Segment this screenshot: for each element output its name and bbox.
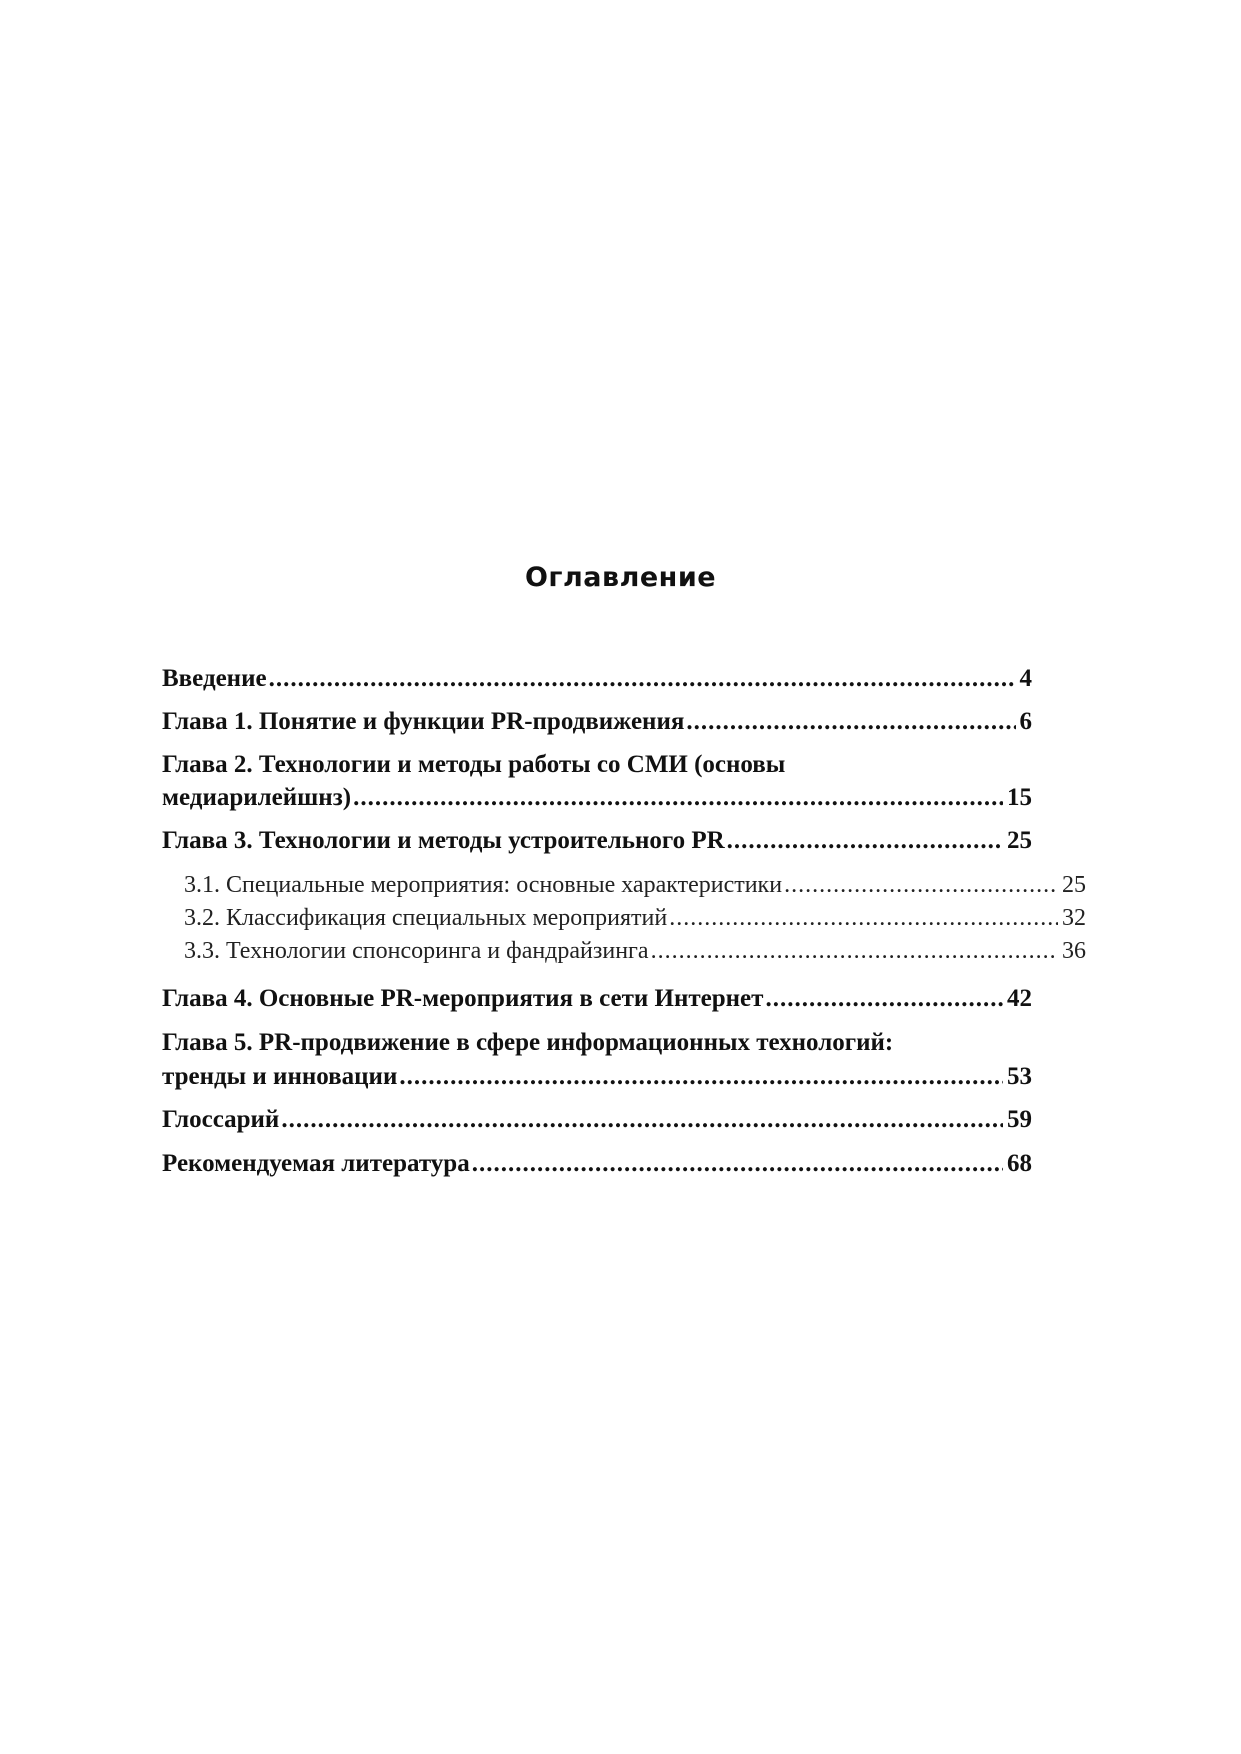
dot-leader	[765, 985, 1003, 1013]
toc-entry-chapter-4[interactable]	[162, 985, 1032, 1013]
toc-entry-page: 68	[1007, 1150, 1032, 1177]
toc-entry-page: 25	[1062, 872, 1086, 898]
toc-entry-page: 59	[1007, 1106, 1032, 1133]
toc-entry-page: 25	[1007, 827, 1032, 854]
toc-entry-label: медиарилейшнз)	[162, 784, 352, 811]
toc-entry-section-3-2[interactable]	[184, 905, 1086, 932]
toc-entry-chapter-2[interactable]	[162, 784, 1032, 812]
toc-entry-label: Глава 4. Основные PR-мероприятия в сети Интернет	[162, 985, 764, 1012]
page-title: Оглавление	[524, 562, 717, 593]
toc-entry-page: 4	[1019, 665, 1032, 692]
toc-entry-chapter-5-line1[interactable]: Глава 5. PR-продвижение в сфере информационных технологий:	[162, 1029, 894, 1056]
toc-entry-page: 42	[1007, 985, 1032, 1012]
dot-leader	[727, 827, 1003, 855]
toc-entry-label: 3.1. Специальные мероприятия: основные характеристики	[184, 872, 783, 898]
toc-entry-label: Глава 1. Понятие и функции PR-продвижения	[162, 708, 685, 735]
toc-entry-label: Рекомендуемая литература	[162, 1150, 470, 1177]
toc-entry-label: тренды и инновации	[162, 1063, 398, 1090]
dot-leader	[784, 872, 1058, 899]
dot-leader	[269, 665, 1016, 693]
dot-leader	[472, 1150, 1003, 1178]
toc-entry-page: 36	[1062, 938, 1086, 964]
toc-entry-chapter-3[interactable]	[162, 827, 1032, 855]
dot-leader	[353, 784, 1003, 812]
toc-entry-section-3-3[interactable]	[184, 938, 1086, 965]
dot-leader	[399, 1063, 1003, 1091]
toc-entry-label: 3.3. Технологии спонсоринга и фандрайзинга	[184, 938, 649, 964]
dot-leader	[686, 708, 1015, 736]
toc-entry-recommended-literature[interactable]	[162, 1150, 1032, 1178]
toc-entry-page: 15	[1007, 784, 1032, 811]
toc-entry-introduction[interactable]	[162, 665, 1032, 693]
toc-entry-label: Глоссарий	[162, 1106, 280, 1133]
toc-entry-glossary[interactable]	[162, 1106, 1032, 1134]
toc-entry-page: 6	[1019, 708, 1032, 735]
dot-leader	[651, 938, 1058, 965]
toc-entry-section-3-1[interactable]	[184, 872, 1086, 899]
toc-entry-label: Глава 3. Технологии и методы устроительного PR	[162, 827, 725, 854]
toc-entry-page: 53	[1007, 1063, 1032, 1090]
toc-entry-chapter-1[interactable]	[162, 708, 1032, 736]
dot-leader	[281, 1106, 1003, 1134]
toc-entry-label: 3.2. Классификация специальных мероприятий	[184, 905, 668, 931]
toc-entry-label: Введение	[162, 665, 267, 692]
toc-entry-chapter-2-line1[interactable]: Глава 2. Технологии и методы работы со СМИ (основы	[162, 751, 786, 778]
dot-leader	[669, 905, 1058, 932]
toc-entry-page: 32	[1062, 905, 1086, 931]
toc-entry-chapter-5[interactable]	[162, 1063, 1032, 1091]
